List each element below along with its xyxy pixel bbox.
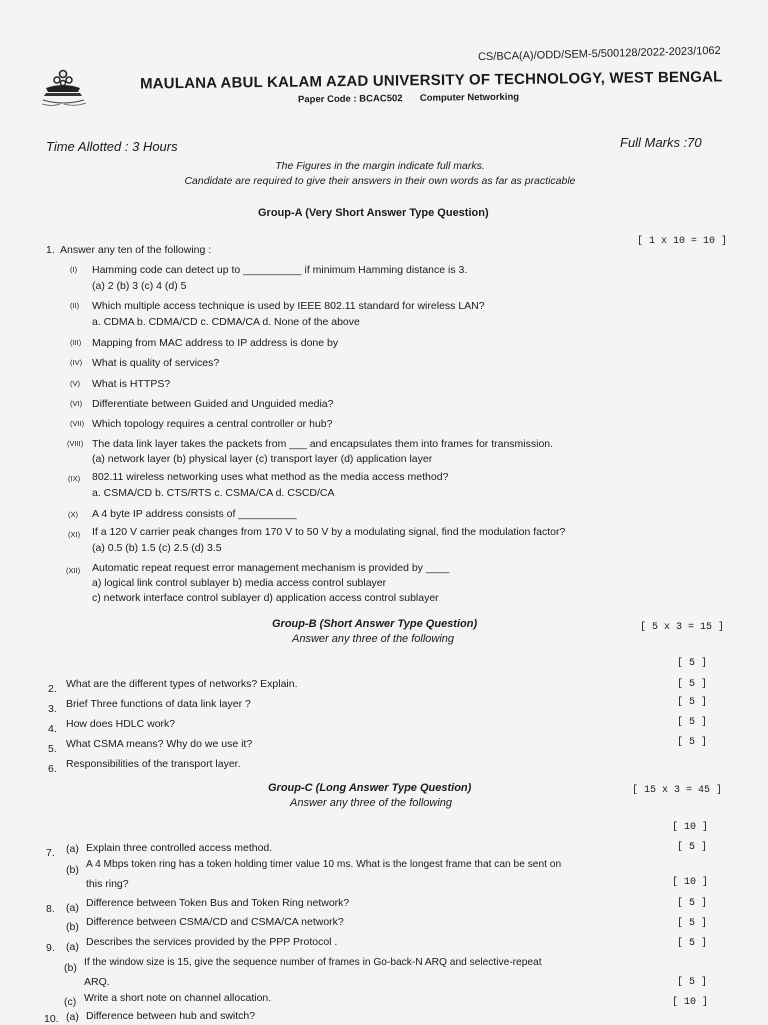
question-text: Describes the services provided by the PPP Protocol . xyxy=(86,936,338,948)
item-text: Differentiate between Guided and Unguided media? xyxy=(92,398,334,410)
item-text: Which topology requires a central controller or hub? xyxy=(92,418,333,430)
question-text-continued: this ring? xyxy=(86,878,129,890)
question-text: If the window size is 15, give the sequence number of frames in Go-back-N ARQ and selective-repeat xyxy=(84,957,542,968)
question-text: Explain three controlled access method. xyxy=(86,842,273,854)
logo-emblem-icon xyxy=(38,66,100,114)
subject-name: Computer Networking xyxy=(419,91,520,104)
group-a-title: Group-A (Very Short Answer Type Question) xyxy=(258,207,489,219)
item-options: a) logical link control sublayer b) media access control sublayer xyxy=(92,577,387,589)
item-options: (a) 2 (b) 3 (c) 4 (d) 5 xyxy=(92,280,187,292)
group-c-title: Group-C (Long Answer Type Question) xyxy=(268,782,472,794)
item-number: (III) xyxy=(70,338,82,347)
item-number: (XI) xyxy=(68,530,81,539)
item-options: c) network interface control sublayer d) application access control sublayer xyxy=(92,592,439,604)
marks-bracket: [ 10 ] xyxy=(672,997,709,1008)
question-number: 5. xyxy=(48,743,57,755)
question-number: 3. xyxy=(48,703,57,715)
part-label: (a) xyxy=(66,843,79,855)
question-text: How does HDLC work? xyxy=(66,718,176,730)
item-number: (VII) xyxy=(70,419,85,428)
marks-bracket: [ 5 ] xyxy=(677,717,708,728)
marks-bracket: [ 5 ] xyxy=(677,679,708,690)
question-text: Difference between Token Bus and Token Ring network? xyxy=(86,897,350,909)
item-number: (IV) xyxy=(70,358,83,367)
question-text: Write a short note on channel allocation. xyxy=(84,992,272,1004)
item-number: (VIII) xyxy=(67,439,84,448)
question-text: A 4 Mbps token ring has a token holding timer value 10 ms. What is the longest frame that can be sent on xyxy=(86,859,562,870)
item-text: A 4 byte IP address consists of __________ xyxy=(92,508,297,520)
paper-code: BCAC502 xyxy=(359,93,403,105)
question-text: What are the different types of networks? Explain. xyxy=(66,678,298,690)
item-text: The data link layer takes the packets from ___ and encapsulates them into frames for transmission. xyxy=(92,438,554,450)
part-label: (a) xyxy=(66,941,79,953)
question-text: Brief Three functions of data link layer ? xyxy=(66,698,251,710)
item-number: (I) xyxy=(70,265,78,274)
item-number: (X) xyxy=(68,510,78,519)
question-text: What CSMA means? Why do we use it? xyxy=(66,738,253,750)
part-label: (b) xyxy=(64,962,77,974)
question-number: 9. xyxy=(46,942,55,954)
question-number: 1. xyxy=(46,244,55,256)
question-text: Difference between hub and switch? xyxy=(86,1010,256,1022)
university-name: MAULANA ABUL KALAM AZAD UNIVERSITY OF TECHNOLOGY, WEST BENGAL xyxy=(139,68,723,93)
part-label: (a) xyxy=(66,1011,79,1023)
part-label: (a) xyxy=(66,902,79,914)
marks-bracket: [ 5 ] xyxy=(677,842,708,853)
item-number: (IX) xyxy=(68,474,81,483)
question-number: 7. xyxy=(46,847,55,859)
question-number: 6. xyxy=(48,763,57,775)
question-number: 8. xyxy=(46,903,55,915)
question-number: 4. xyxy=(48,723,57,735)
item-text: Which multiple access technique is used by IEEE 802.11 standard for wireless LAN? xyxy=(92,300,485,312)
item-text: Hamming code can detect up to __________ if minimum Hamming distance is 3. xyxy=(92,264,468,276)
part-label: (c) xyxy=(64,996,77,1008)
marks-bracket: [ 5 x 3 = 15 ] xyxy=(640,622,725,633)
item-options: a. CDMA b. CDMA/CD c. CDMA/CA d. None of the above xyxy=(92,316,360,328)
university-logo xyxy=(38,66,100,114)
instruction-line-1: The Figures in the margin indicate full marks. xyxy=(275,160,485,172)
item-number: (XII) xyxy=(66,566,81,575)
marks-bracket: [ 10 ] xyxy=(672,822,709,833)
group-b-subtitle: Answer any three of the following xyxy=(292,633,455,645)
item-number: (VI) xyxy=(70,399,83,408)
question-text: Answer any ten of the following : xyxy=(60,244,212,256)
marks-bracket: [ 5 ] xyxy=(677,697,708,708)
instruction-line-2: Candidate are required to give their answers in their own words as far as practicable xyxy=(184,175,576,187)
serial-number: CS/BCA(A)/ODD/SEM-5/500128/2022-2023/1062 xyxy=(477,44,721,64)
group-b-title: Group-B (Short Answer Type Question) xyxy=(272,618,478,630)
question-text: Responsibilities of the transport layer. xyxy=(66,758,241,770)
marks-bracket: [ 5 ] xyxy=(677,898,708,909)
item-number: (V) xyxy=(70,379,80,388)
item-text: What is quality of services? xyxy=(92,357,220,369)
marks-bracket: [ 15 x 3 = 45 ] xyxy=(632,785,723,796)
item-text: Automatic repeat request error management mechanism is provided by ____ xyxy=(92,562,450,574)
marks-bracket: [ 1 x 10 = 10 ] xyxy=(637,236,728,247)
item-options: (a) network layer (b) physical layer (c) transport layer (d) application layer xyxy=(92,453,433,465)
marks-bracket: [ 5 ] xyxy=(677,977,708,988)
paper-code-label: Paper Code : xyxy=(297,93,357,106)
full-marks: Full Marks :70 xyxy=(620,135,702,150)
item-number: (II) xyxy=(70,301,80,310)
item-text: If a 120 V carrier peak changes from 170 V to 50 V by a modulating signal, find the modulation factor? xyxy=(92,526,566,538)
marks-bracket: [ 5 ] xyxy=(677,658,708,669)
question-number: 2. xyxy=(48,683,57,695)
part-label: (b) xyxy=(66,864,79,876)
paper-code-line xyxy=(298,92,519,106)
question-number: 10. xyxy=(44,1013,59,1025)
item-options: (a) 0.5 (b) 1.5 (c) 2.5 (d) 3.5 xyxy=(92,542,222,554)
part-label: (b) xyxy=(66,921,79,933)
marks-bracket: [ 5 ] xyxy=(677,938,708,949)
marks-bracket: [ 10 ] xyxy=(672,877,709,888)
time-allotted: Time Allotted : 3 Hours xyxy=(46,139,178,154)
group-c-subtitle: Answer any three of the following xyxy=(290,797,453,809)
question-text: Difference between CSMA/CD and CSMA/CA network? xyxy=(86,916,344,928)
marks-bracket: [ 5 ] xyxy=(677,918,708,929)
item-options: a. CSMA/CD b. CTS/RTS c. CSMA/CA d. CSCD/CA xyxy=(92,487,335,499)
item-text: What is HTTPS? xyxy=(92,378,171,390)
marks-bracket: [ 5 ] xyxy=(677,737,708,748)
item-text: 802.11 wireless networking uses what method as the media access method? xyxy=(92,471,449,483)
item-text: Mapping from MAC address to IP address is done by xyxy=(92,337,339,349)
question-text-continued: ARQ. xyxy=(84,976,110,988)
